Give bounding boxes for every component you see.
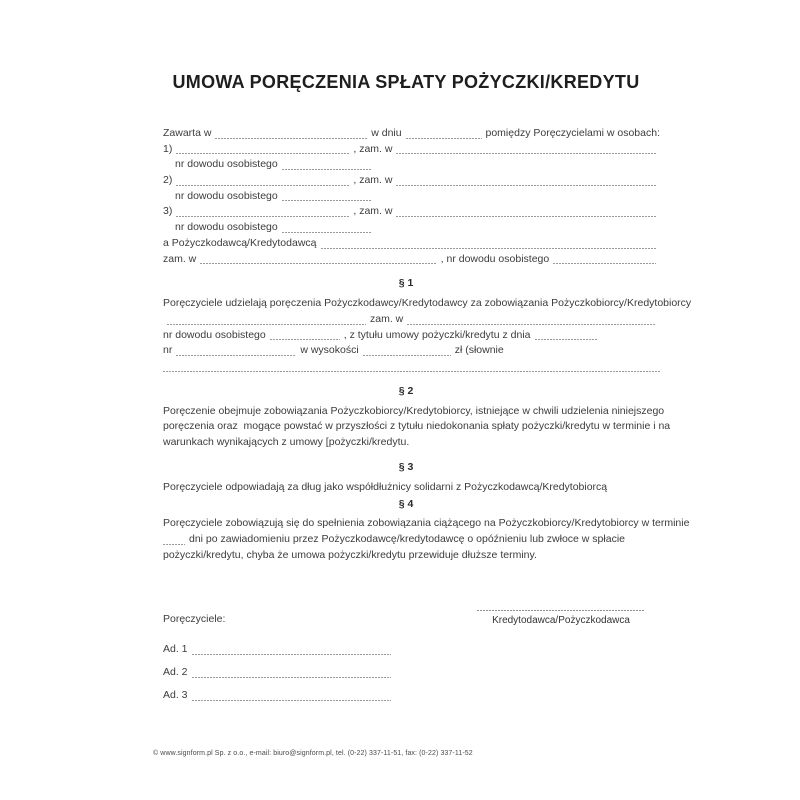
lender-row <box>163 236 660 252</box>
nr-label: nr <box>163 344 173 357</box>
blank-name-field <box>176 185 349 186</box>
section-4-text: pożyczki/kredytu, chyba że umowa pożyczki/kredytu przewiduje dłuższe terminy. <box>163 548 537 561</box>
paragraph-line <box>163 296 692 312</box>
blank-lender-name-field <box>321 248 657 249</box>
section-2-text: poręczenia oraz mogące powstać w przyszłości z tytułu niedokonania spłaty pożyczki/kredytu w terminie i na <box>163 420 671 433</box>
guarantor-row-2 <box>163 173 660 189</box>
intro-line <box>163 126 660 142</box>
signature-row <box>163 610 660 626</box>
document-body <box>163 0 692 704</box>
guarantor-number: 1) <box>163 142 173 155</box>
ad-signature-block <box>163 642 660 703</box>
deadline-row <box>163 532 660 548</box>
guarantor-id-row-1 <box>163 157 660 173</box>
blank-address-field <box>396 153 656 154</box>
section-1 <box>163 296 692 374</box>
zawarta-w-label: Zawarta w <box>163 127 212 139</box>
blank-signature-field <box>192 654 391 655</box>
blank-contract-date-field <box>535 339 597 340</box>
pomiedzy-label: pomiędzy Poręczycielami w osobach: <box>485 127 660 139</box>
zam-w-label: zam. w <box>370 312 404 325</box>
zam-w-label: , zam. w <box>353 142 393 155</box>
blank-id-field <box>282 169 372 170</box>
blank-signature-field <box>192 677 391 678</box>
paragraph-line <box>163 480 660 496</box>
lender-signature-block <box>477 610 645 626</box>
guarantor-id-row-3 <box>163 220 660 236</box>
guarantor-row-1 <box>163 142 660 158</box>
section-2-text: warunkach wynikających z umowy [pożyczki/kredytu. <box>163 436 410 448</box>
guarantor-id-row-2 <box>163 189 660 205</box>
blank-address-field <box>407 324 656 325</box>
zam-w-label: zam. w <box>163 252 197 265</box>
paragraph-line <box>163 548 660 564</box>
blank-amount-field <box>363 355 451 356</box>
section-2-text: Poręczenie obejmuje zobowiązania Pożyczkobiorcy/Kredytobiorcy, istniejące w chwili udzielenia niniejszego <box>163 404 665 417</box>
id-card-label: , nr dowodu osobistego <box>440 252 550 265</box>
blank-amount-words-field <box>163 371 660 372</box>
blank-name-field <box>176 216 349 217</box>
zam-w-label: , zam. w <box>353 174 393 187</box>
blank-id-field <box>553 263 656 264</box>
section-heading-1: § 1 <box>398 277 414 290</box>
publisher-footer: © www.signform.pl Sp. z o.o., e-mail: biuro@signform.pl, tel. (0-22) 337-11-51, fax: (0-22) 337-11-52 <box>153 750 473 757</box>
w-dniu-label: w dniu <box>371 127 402 139</box>
blank-id-field <box>282 200 372 201</box>
guarantor-number: 3) <box>163 205 173 218</box>
id-card-label: nr dowodu osobistego <box>175 221 278 234</box>
lender-label: a Pożyczkodawcą/Kredytodawcą <box>163 236 317 249</box>
blank-name-field <box>176 153 349 154</box>
ad-label: Ad. 1 <box>163 643 188 656</box>
guarantors-signature-label: Poręczyciele: <box>163 613 226 626</box>
guarantor-row-3 <box>163 204 660 220</box>
blank-date-field <box>406 138 482 139</box>
section-2 <box>163 404 671 451</box>
ad-label: Ad. 2 <box>163 666 188 679</box>
id-card-label: nr dowodu osobistego <box>163 328 266 341</box>
blank-signature-field <box>192 700 391 701</box>
borrower-id-row <box>163 328 660 344</box>
amount-label: w wysokości <box>300 344 359 357</box>
paragraph-line <box>163 419 671 435</box>
zam-w-label: , zam. w <box>353 205 393 218</box>
section-3 <box>163 480 660 496</box>
contract-date-label: , z tytułu umowy pożyczki/kredytu z dnia <box>343 328 531 341</box>
section-heading-2: § 2 <box>398 384 414 397</box>
borrower-row <box>163 312 660 328</box>
ad-signature-row-2 <box>163 665 395 681</box>
ad-label: Ad. 3 <box>163 688 188 701</box>
section-3-text: Poręczyciele odpowiadają za dług jako współdłużnicy solidarni z Pożyczkodawcą/Kredytobiorcą <box>163 480 608 493</box>
amount-words-row <box>163 359 660 375</box>
section-heading-4: § 4 <box>398 498 414 511</box>
id-card-label: nr dowodu osobistego <box>175 189 278 202</box>
section-4 <box>163 516 690 563</box>
blank-days-field <box>163 544 185 545</box>
blank-id-field <box>282 232 372 233</box>
blank-address-field <box>396 185 656 186</box>
paragraph-line <box>163 435 660 451</box>
guarantor-number: 2) <box>163 174 173 187</box>
section-4-text: dni po zawiadomieniu przez Pożyczkodawcę/kredytodawcę o opóźnieniu lub zwłoce w spłacie <box>189 533 625 546</box>
paragraph-line <box>163 516 690 532</box>
lender-signature-label: Kredytodawca/Pożyczkodawca <box>492 615 630 627</box>
blank-borrower-name-field <box>167 324 366 325</box>
lender-address-row <box>163 252 660 268</box>
intro-block <box>163 126 660 267</box>
id-card-label: nr dowodu osobistego <box>175 158 278 171</box>
signature-line <box>477 610 645 611</box>
blank-address-field <box>200 263 436 264</box>
section-4-text: Poręczyciele zobowiązują się do spełnienia zobowiązania ciążącego na Pożyczkobiorcy/Kredytobiorcy w terminie <box>163 517 690 530</box>
blank-place-field <box>215 138 367 139</box>
amount-words-label: zł (słownie <box>454 344 504 357</box>
ad-signature-row-3 <box>163 688 395 704</box>
ad-signature-row-1 <box>163 642 395 658</box>
section-heading-3: § 3 <box>398 460 414 473</box>
document-title: UMOWA PORĘCZENIA SPŁATY POŻYCZKI/KREDYTU <box>172 72 640 92</box>
blank-id-field <box>270 339 340 340</box>
blank-contract-number-field <box>176 355 296 356</box>
blank-address-field <box>396 216 656 217</box>
section-1-text: Poręczyciele udzielają poręczenia Pożyczkodawcy/Kredytodawcy za zobowiązania Pożyczkobiorcy/Kredytobiorcy <box>163 297 692 310</box>
paragraph-line <box>163 404 665 420</box>
amount-row <box>163 343 660 359</box>
